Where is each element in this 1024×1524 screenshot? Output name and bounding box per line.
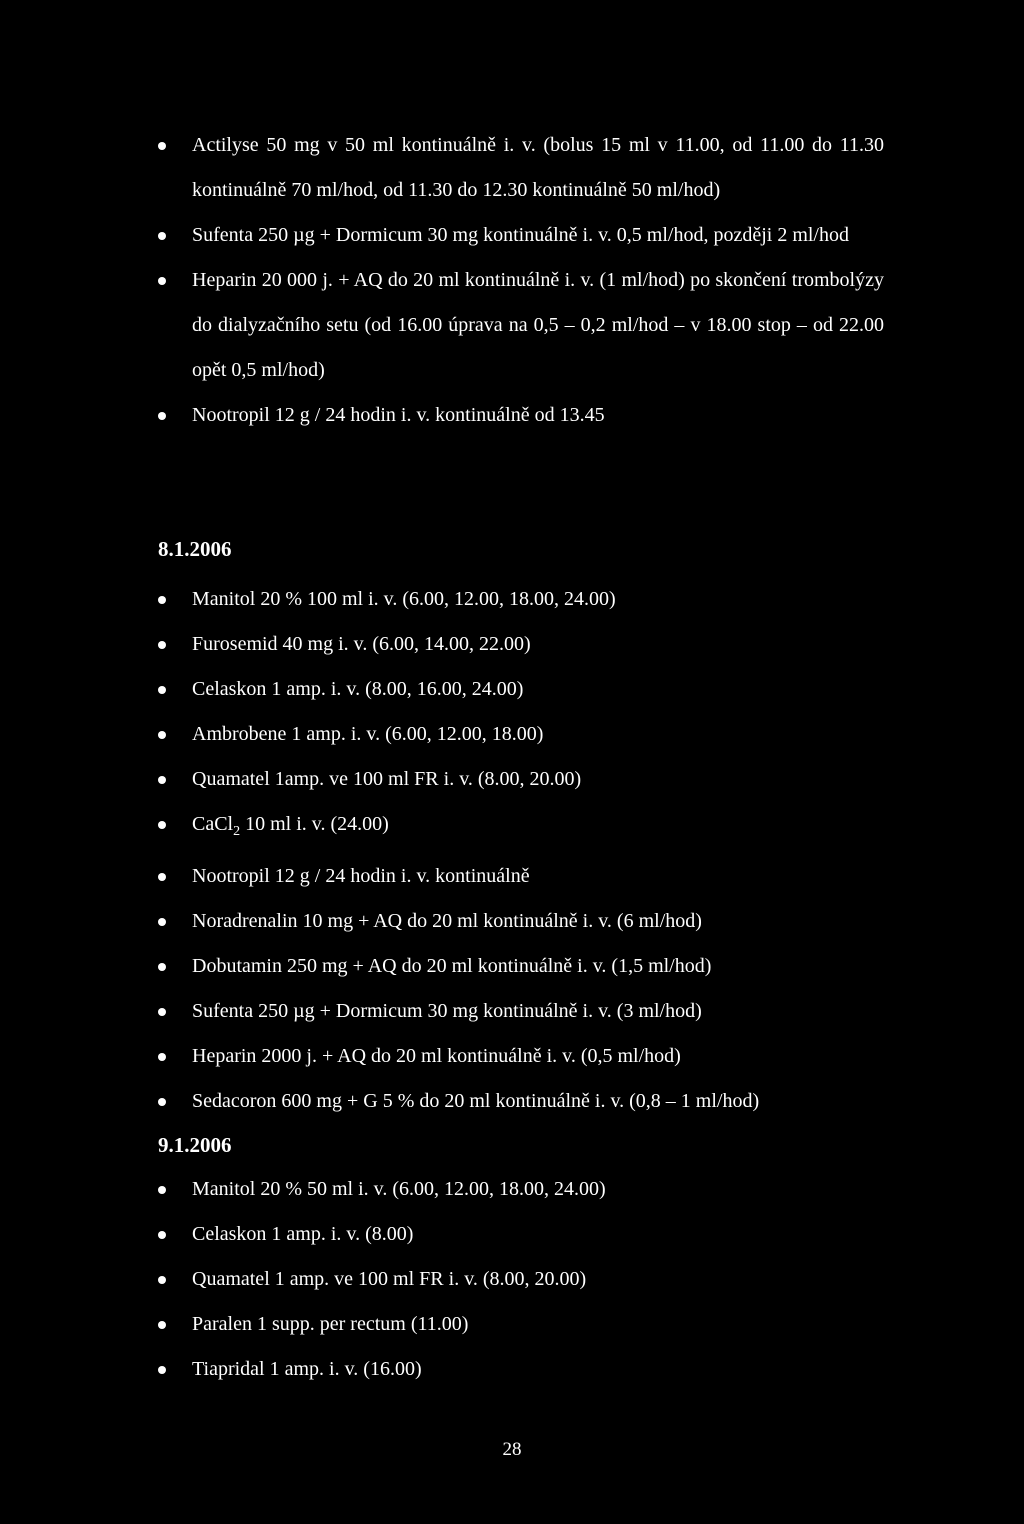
page-number: 28	[502, 1439, 522, 1460]
list-item: Furosemid 40 mg i. v. (6.00, 14.00, 22.00)	[0, 622, 1024, 667]
list-item: Quamatel 1amp. ve 100 ml FR i. v. (8.00, 20.00)	[0, 757, 1024, 802]
date-heading-8-1-2006: 8.1.2006	[158, 537, 232, 561]
list-item: Nootropil 12 g / 24 hodin i. v. kontinuálně	[0, 854, 1024, 899]
cacl-label: CaCl	[192, 813, 234, 835]
list-item: Manitol 20 % 50 ml i. v. (6.00, 12.00, 18.00, 24.00)	[0, 1167, 1024, 1212]
list-item: Manitol 20 % 100 ml i. v. (6.00, 12.00, 18.00, 24.00)	[0, 577, 1024, 622]
list-item: Noradrenalin 10 mg + AQ do 20 ml kontinuálně i. v. (6 ml/hod)	[0, 899, 1024, 944]
list-item: Celaskon 1 amp. i. v. (8.00, 16.00, 24.00)	[0, 667, 1024, 712]
list-item: Tiapridal 1 amp. i. v. (16.00)	[0, 1347, 1024, 1392]
list-item: Dobutamin 250 mg + AQ do 20 ml kontinuálně i. v. (1,5 ml/hod)	[0, 944, 1024, 989]
list-item: Ambrobene 1 amp. i. v. (6.00, 12.00, 18.00)	[0, 712, 1024, 757]
list-item: Quamatel 1 amp. ve 100 ml FR i. v. (8.00, 20.00)	[0, 1257, 1024, 1302]
list-item: Actilyse 50 mg v 50 ml kontinuálně i. v. (bolus 15 ml v 11.00, od 11.00 do 11.30 kontinuálně 70 ml/hod, od 11.30 do 12.30 kontinuálně 50 ml/hod)	[0, 123, 1024, 213]
list-item: Sufenta 250 µg + Dormicum 30 mg kontinuálně i. v. (3 ml/hod)	[0, 989, 1024, 1034]
list-item: Heparin 2000 j. + AQ do 20 ml kontinuálně i. v. (0,5 ml/hod)	[0, 1034, 1024, 1079]
list-item: Heparin 20 000 j. + AQ do 20 ml kontinuálně i. v. (1 ml/hod) po skončení trombolýzy do dialyzačního setu (od 16.00 úprava na 0,5 – 0,2 ml/hod – v 18.00 stop – od 22.00 opět 0,5 ml/hod)	[0, 258, 1024, 393]
medication-list-8-1-2006	[0, 577, 1024, 1124]
date-heading-9-1-2006: 9.1.2006	[158, 1133, 232, 1157]
list-item-cacl2	[0, 802, 1024, 854]
list-item: Celaskon 1 amp. i. v. (8.00)	[0, 1212, 1024, 1257]
list-item: Sufenta 250 µg + Dormicum 30 mg kontinuálně i. v. 0,5 ml/hod, později 2 ml/hod	[0, 213, 1024, 258]
list-item: Paralen 1 supp. per rectum (11.00)	[0, 1302, 1024, 1347]
list-item: Nootropil 12 g / 24 hodin i. v. kontinuálně od 13.45	[0, 393, 1024, 438]
list-item: Sedacoron 600 mg + G 5 % do 20 ml kontinuálně i. v. (0,8 – 1 ml/hod)	[0, 1079, 1024, 1124]
medication-list-9-1-2006	[0, 1167, 1024, 1392]
cacl-subscript: 2	[233, 824, 241, 839]
medication-list-top	[0, 123, 1024, 438]
cacl-rest: 10 ml i. v. (24.00)	[240, 813, 389, 835]
